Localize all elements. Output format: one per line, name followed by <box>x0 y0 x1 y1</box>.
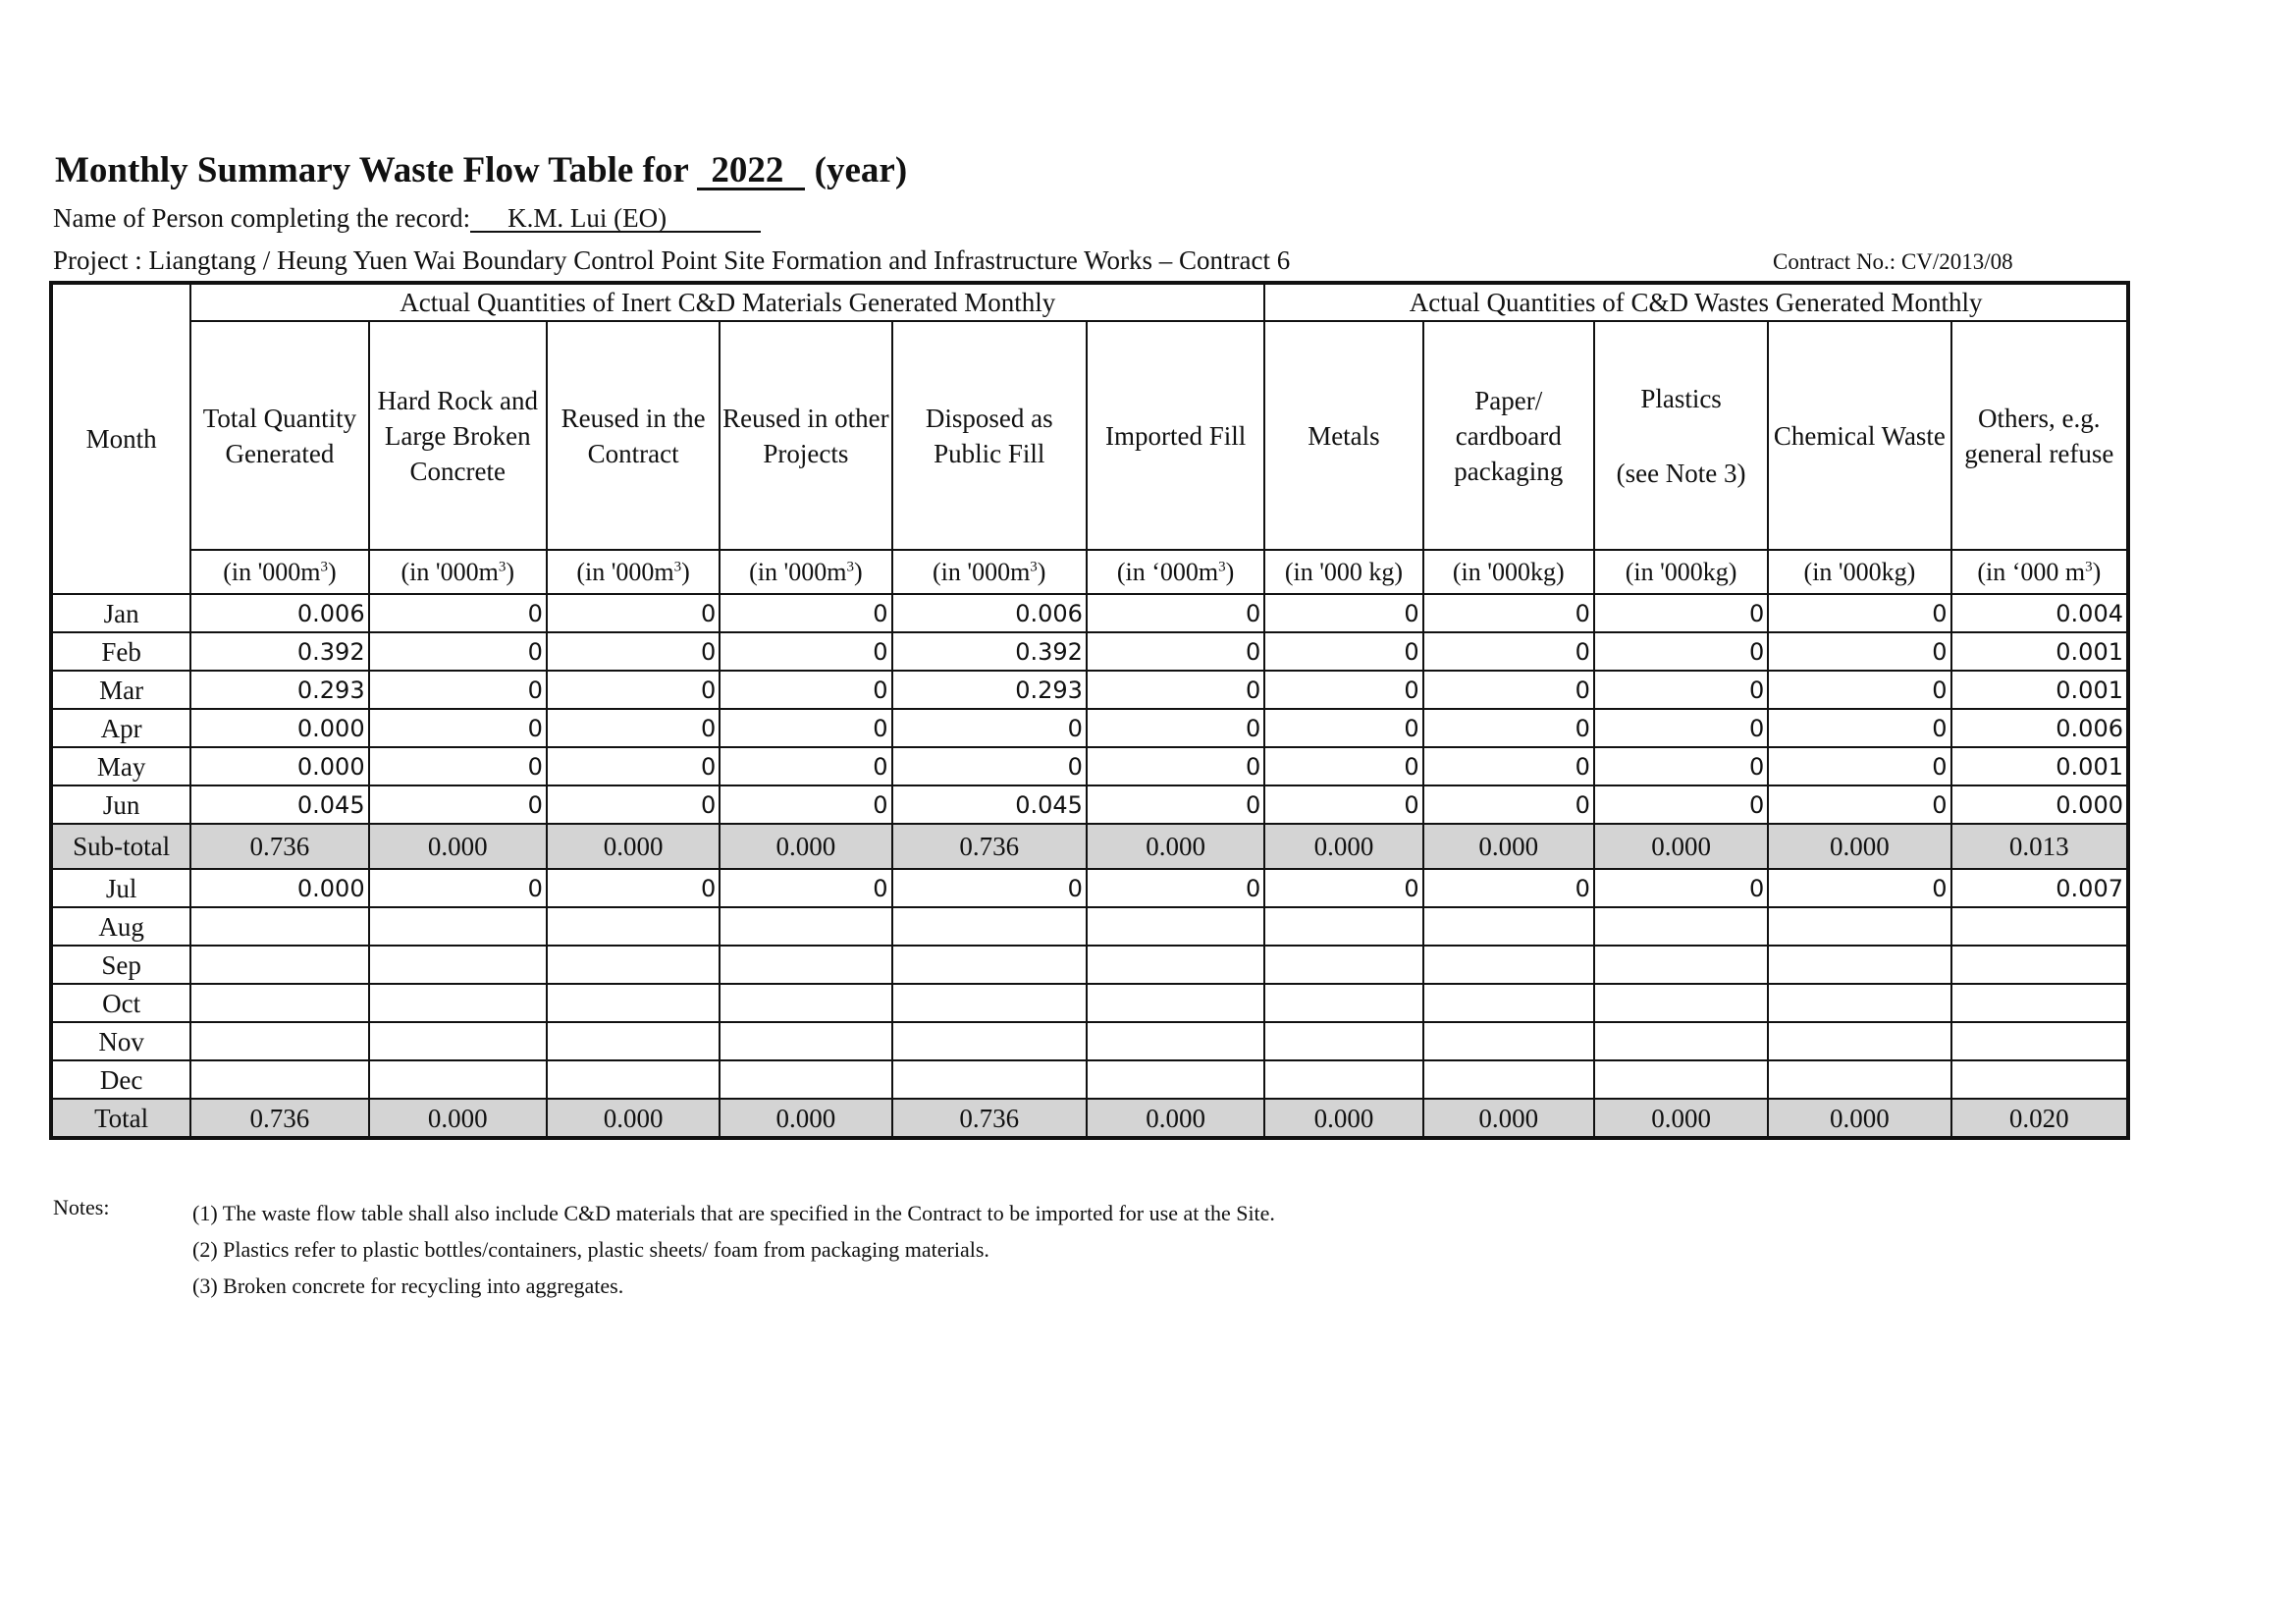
value-cell: 0 <box>547 709 720 747</box>
value-cell: 0.045 <box>190 785 368 824</box>
project-line: Project : Liangtang / Heung Yuen Wai Boundary Control Point Site Formation and Infrastructure Works – Contract 6 <box>53 245 1291 275</box>
column-header <box>190 321 368 550</box>
inert-group-header: Actual Quantities of Inert C&D Materials Generated Monthly <box>190 283 1264 321</box>
value-cell <box>1087 946 1264 984</box>
value-cell <box>1264 1060 1422 1099</box>
value-cell <box>892 1022 1087 1060</box>
column-header <box>1264 321 1422 550</box>
value-cell: 0.392 <box>190 632 368 671</box>
value-cell: 0 <box>369 632 547 671</box>
unit-cell <box>1768 550 1950 594</box>
value-cell <box>1594 1022 1768 1060</box>
value-cell: 0.392 <box>892 632 1087 671</box>
value-cell: 0 <box>1423 709 1594 747</box>
title-suffix: (year) <box>814 150 908 190</box>
month-cell: Jul <box>51 869 190 907</box>
value-cell <box>1594 946 1768 984</box>
value-cell: 0.000 <box>1951 785 2128 824</box>
value-cell: 0.000 <box>1768 824 1950 869</box>
value-cell: 0.006 <box>1951 709 2128 747</box>
value-cell <box>1768 946 1950 984</box>
month-cell: Apr <box>51 709 190 747</box>
value-cell: 0.000 <box>720 824 891 869</box>
value-cell: 0 <box>1087 709 1264 747</box>
table-row <box>51 671 2128 709</box>
value-cell: 0 <box>547 785 720 824</box>
value-cell <box>1264 907 1422 946</box>
unit-superscript: 3 <box>673 558 682 574</box>
value-cell <box>1264 946 1422 984</box>
table-row <box>51 869 2128 907</box>
value-cell: 0 <box>720 671 891 709</box>
unit-cell <box>1951 550 2128 594</box>
value-cell <box>892 1060 1087 1099</box>
value-cell: 0 <box>1594 747 1768 785</box>
value-cell: 0 <box>720 594 891 632</box>
value-cell <box>190 1060 368 1099</box>
month-cell: Mar <box>51 671 190 709</box>
value-cell: 0 <box>1264 709 1422 747</box>
unit-superscript: 3 <box>320 558 328 574</box>
value-cell: 0 <box>547 594 720 632</box>
value-cell: 0 <box>369 671 547 709</box>
value-cell <box>547 984 720 1022</box>
notes-list <box>192 1195 1275 1304</box>
value-cell: 0 <box>1423 594 1594 632</box>
value-cell: 0.006 <box>892 594 1087 632</box>
value-cell: 0 <box>1264 671 1422 709</box>
value-cell: 0.000 <box>1768 1099 1950 1138</box>
value-cell: 0 <box>547 632 720 671</box>
unit-text: ) <box>2092 557 2102 586</box>
month-cell: May <box>51 747 190 785</box>
value-cell: 0 <box>892 869 1087 907</box>
value-cell: 0 <box>369 747 547 785</box>
value-cell: 0 <box>1423 869 1594 907</box>
value-cell <box>1768 1060 1950 1099</box>
page-title <box>55 149 907 191</box>
value-cell: 0.293 <box>892 671 1087 709</box>
total-label: Total <box>51 1099 190 1138</box>
value-cell: 0 <box>1768 869 1950 907</box>
value-cell <box>1594 907 1768 946</box>
month-cell: Aug <box>51 907 190 946</box>
value-cell <box>720 946 891 984</box>
value-cell: 0.736 <box>190 1099 368 1138</box>
value-cell <box>892 907 1087 946</box>
value-cell <box>369 1060 547 1099</box>
unit-cell <box>547 550 720 594</box>
value-cell: 0.736 <box>892 1099 1087 1138</box>
unit-cell <box>1594 550 1768 594</box>
value-cell: 0.000 <box>720 1099 891 1138</box>
value-cell: 0 <box>1768 594 1950 632</box>
unit-cell <box>1264 550 1422 594</box>
value-cell: 0 <box>1594 632 1768 671</box>
value-cell: 0.001 <box>1951 671 2128 709</box>
value-cell <box>1951 907 2128 946</box>
value-cell <box>1951 1022 2128 1060</box>
value-cell: 0.001 <box>1951 747 2128 785</box>
unit-text: ) <box>853 557 863 586</box>
value-cell: 0 <box>1768 709 1950 747</box>
value-cell: 0 <box>1594 594 1768 632</box>
value-cell: 0.020 <box>1951 1099 2128 1138</box>
column-header <box>369 321 547 550</box>
value-cell: 0 <box>1087 785 1264 824</box>
month-cell: Nov <box>51 1022 190 1060</box>
value-cell: 0 <box>1768 671 1950 709</box>
unit-superscript: 3 <box>2085 558 2093 574</box>
value-cell: 0.004 <box>1951 594 2128 632</box>
table-row <box>51 946 2128 984</box>
year-value: 2022 <box>697 154 805 190</box>
unit-superscript: 3 <box>498 558 507 574</box>
value-cell: 0.736 <box>190 824 368 869</box>
unit-text: (in '000kg) <box>1625 557 1737 586</box>
value-cell: 0 <box>1768 785 1950 824</box>
unit-text: (in ‘000m <box>1116 557 1219 586</box>
value-cell: 0 <box>547 747 720 785</box>
table-row <box>51 785 2128 824</box>
value-cell: 0.000 <box>190 747 368 785</box>
value-cell <box>1951 946 2128 984</box>
unit-text: (in '000m <box>749 557 847 586</box>
value-cell: 0 <box>1768 747 1950 785</box>
subtotal-row <box>51 824 2128 869</box>
value-cell: 0.000 <box>1087 1099 1264 1138</box>
table-row <box>51 907 2128 946</box>
value-cell <box>547 1060 720 1099</box>
value-cell <box>1087 984 1264 1022</box>
column-header-label: Reused in the Contract <box>561 403 706 468</box>
column-header <box>1951 321 2128 550</box>
value-cell: 0.000 <box>190 869 368 907</box>
value-cell <box>369 907 547 946</box>
value-cell: 0.000 <box>1423 824 1594 869</box>
unit-cell <box>1423 550 1594 594</box>
month-cell: Feb <box>51 632 190 671</box>
value-cell <box>1423 946 1594 984</box>
month-header: Month <box>51 283 190 594</box>
value-cell: 0.000 <box>547 1099 720 1138</box>
column-header <box>547 321 720 550</box>
column-header <box>1768 321 1950 550</box>
unit-cell <box>1087 550 1264 594</box>
unit-text: (in '000m <box>933 557 1031 586</box>
group-header-row <box>51 283 2128 321</box>
value-cell: 0.006 <box>190 594 368 632</box>
value-cell: 0 <box>1087 747 1264 785</box>
value-cell: 0 <box>1423 747 1594 785</box>
value-cell: 0 <box>1594 671 1768 709</box>
value-cell: 0 <box>547 869 720 907</box>
column-header-label: Others, e.g. general refuse <box>1964 403 2114 468</box>
value-cell: 0 <box>892 747 1087 785</box>
note-item: (1) The waste flow table shall also include C&D materials that are specified in the Contract to be imported for use at the Site. <box>192 1201 1275 1225</box>
column-header <box>1087 321 1264 550</box>
value-cell: 0.000 <box>1087 824 1264 869</box>
value-cell <box>1087 1060 1264 1099</box>
value-cell <box>1768 1022 1950 1060</box>
unit-text: (in '000 kg) <box>1284 557 1404 586</box>
column-header <box>892 321 1087 550</box>
value-cell: 0 <box>1264 632 1422 671</box>
value-cell <box>190 1022 368 1060</box>
value-cell <box>547 946 720 984</box>
value-cell: 0.000 <box>1264 1099 1422 1138</box>
month-cell: Oct <box>51 984 190 1022</box>
value-cell <box>547 1022 720 1060</box>
unit-text: ) <box>1225 557 1235 586</box>
table-row <box>51 709 2128 747</box>
unit-cell <box>720 550 891 594</box>
column-header-label: Total Quantity Generated <box>202 403 357 468</box>
value-cell: 0 <box>1087 594 1264 632</box>
value-cell: 0 <box>1264 747 1422 785</box>
value-cell <box>1951 1060 2128 1099</box>
table-row <box>51 632 2128 671</box>
unit-text: (in '000kg) <box>1452 557 1565 586</box>
column-header-label: Chemical Waste <box>1773 420 1946 451</box>
table-row <box>51 747 2128 785</box>
value-cell <box>720 1060 891 1099</box>
value-cell: 0.000 <box>1423 1099 1594 1138</box>
value-cell <box>1087 907 1264 946</box>
value-cell <box>1594 1060 1768 1099</box>
value-cell <box>1423 1060 1594 1099</box>
value-cell: 0 <box>369 785 547 824</box>
value-cell <box>1264 1022 1422 1060</box>
month-cell: Dec <box>51 1060 190 1099</box>
column-header <box>720 321 891 550</box>
value-cell <box>1423 984 1594 1022</box>
value-cell: 0.000 <box>547 824 720 869</box>
value-cell: 0.293 <box>190 671 368 709</box>
value-cell <box>720 1022 891 1060</box>
value-cell <box>1087 1022 1264 1060</box>
unit-text: (in ‘000 m <box>1977 557 2086 586</box>
table-row <box>51 1022 2128 1060</box>
unit-text: ) <box>506 557 514 586</box>
unit-text: (in '000m <box>576 557 674 586</box>
notes-label: Notes: <box>53 1195 110 1219</box>
subtotal-label: Sub-total <box>51 824 190 869</box>
column-header-row <box>51 321 2128 550</box>
month-cell: Jun <box>51 785 190 824</box>
unit-text: (in '000kg) <box>1803 557 1916 586</box>
value-cell: 0 <box>1423 632 1594 671</box>
value-cell: 0 <box>1264 594 1422 632</box>
value-cell <box>369 1022 547 1060</box>
unit-text: (in '000m <box>400 557 499 586</box>
note-item: (2) Plastics refer to plastic bottles/containers, plastic sheets/ foam from packaging materials. <box>192 1237 989 1262</box>
value-cell <box>1423 1022 1594 1060</box>
value-cell: 0.001 <box>1951 632 2128 671</box>
value-cell <box>369 946 547 984</box>
value-cell <box>190 946 368 984</box>
value-cell <box>190 984 368 1022</box>
contract-number: Contract No.: CV/2013/08 <box>1773 249 2013 274</box>
value-cell: 0.736 <box>892 824 1087 869</box>
column-header <box>1423 321 1594 550</box>
value-cell: 0 <box>720 632 891 671</box>
column-header-label: Imported Fill <box>1104 420 1247 451</box>
column-header-label: Reused in other Projects <box>722 403 889 468</box>
value-cell: 0 <box>1594 709 1768 747</box>
value-cell: 0 <box>369 594 547 632</box>
value-cell: 0 <box>1423 671 1594 709</box>
table-row <box>51 1060 2128 1099</box>
unit-cell <box>892 550 1087 594</box>
value-cell <box>892 946 1087 984</box>
value-cell: 0.000 <box>1264 824 1422 869</box>
value-cell: 0.013 <box>1951 824 2128 869</box>
value-cell: 0 <box>369 709 547 747</box>
value-cell: 0 <box>1264 869 1422 907</box>
value-cell: 0 <box>1594 869 1768 907</box>
unit-cell <box>190 550 368 594</box>
column-header-label: Disposed as Public Fill <box>925 403 1053 468</box>
unit-superscript: 3 <box>1218 558 1226 574</box>
value-cell <box>892 984 1087 1022</box>
value-cell: 0 <box>1264 785 1422 824</box>
unit-text: ) <box>681 557 690 586</box>
column-header-label: Paper/ cardboard packaging <box>1454 385 1564 486</box>
unit-superscript: 3 <box>1030 558 1038 574</box>
month-cell: Sep <box>51 946 190 984</box>
unit-text: (in '000m <box>223 557 321 586</box>
unit-cell <box>369 550 547 594</box>
column-header-note: (see Note 3) <box>1616 458 1746 488</box>
column-header-label: Hard Rock and Large Broken Concrete <box>377 385 538 486</box>
value-cell: 0.000 <box>190 709 368 747</box>
value-cell <box>1951 984 2128 1022</box>
waste-group-header: Actual Quantities of C&D Wastes Generated Monthly <box>1264 283 2128 321</box>
value-cell <box>1768 907 1950 946</box>
person-line <box>53 203 761 234</box>
unit-superscript: 3 <box>846 558 854 574</box>
value-cell: 0 <box>547 671 720 709</box>
value-cell: 0.007 <box>1951 869 2128 907</box>
value-cell: 0.000 <box>369 1099 547 1138</box>
unit-text: ) <box>1037 557 1046 586</box>
value-cell <box>720 907 891 946</box>
waste-flow-table <box>49 281 2130 1140</box>
value-cell: 0 <box>1423 785 1594 824</box>
value-cell <box>1768 984 1950 1022</box>
value-cell: 0 <box>720 785 891 824</box>
value-cell: 0.045 <box>892 785 1087 824</box>
value-cell <box>1264 984 1422 1022</box>
month-cell: Jan <box>51 594 190 632</box>
value-cell <box>1423 907 1594 946</box>
value-cell: 0.000 <box>1594 824 1768 869</box>
table-row <box>51 984 2128 1022</box>
column-header <box>1594 321 1768 550</box>
note-item: (3) Broken concrete for recycling into aggregates. <box>192 1273 624 1298</box>
value-cell: 0 <box>1087 632 1264 671</box>
value-cell: 0 <box>1594 785 1768 824</box>
value-cell: 0 <box>1087 671 1264 709</box>
person-name: K.M. Lui (EO) <box>470 206 761 233</box>
unit-text: ) <box>327 557 337 586</box>
value-cell <box>547 907 720 946</box>
title-prefix: Monthly Summary Waste Flow Table for <box>55 150 689 190</box>
value-cell: 0 <box>1087 869 1264 907</box>
value-cell: 0.000 <box>369 824 547 869</box>
value-cell: 0 <box>720 709 891 747</box>
value-cell <box>190 907 368 946</box>
value-cell: 0 <box>892 709 1087 747</box>
column-header-label: Metals <box>1308 420 1380 451</box>
value-cell: 0 <box>720 747 891 785</box>
value-cell: 0 <box>369 869 547 907</box>
person-label: Name of Person completing the record: <box>53 203 471 233</box>
value-cell <box>369 984 547 1022</box>
value-cell: 0 <box>1768 632 1950 671</box>
total-row <box>51 1099 2128 1138</box>
column-header-label: Plastics <box>1640 383 1722 413</box>
unit-row <box>51 550 2128 594</box>
table-row <box>51 594 2128 632</box>
value-cell <box>720 984 891 1022</box>
value-cell <box>1594 984 1768 1022</box>
value-cell: 0.000 <box>1594 1099 1768 1138</box>
value-cell: 0 <box>720 869 891 907</box>
